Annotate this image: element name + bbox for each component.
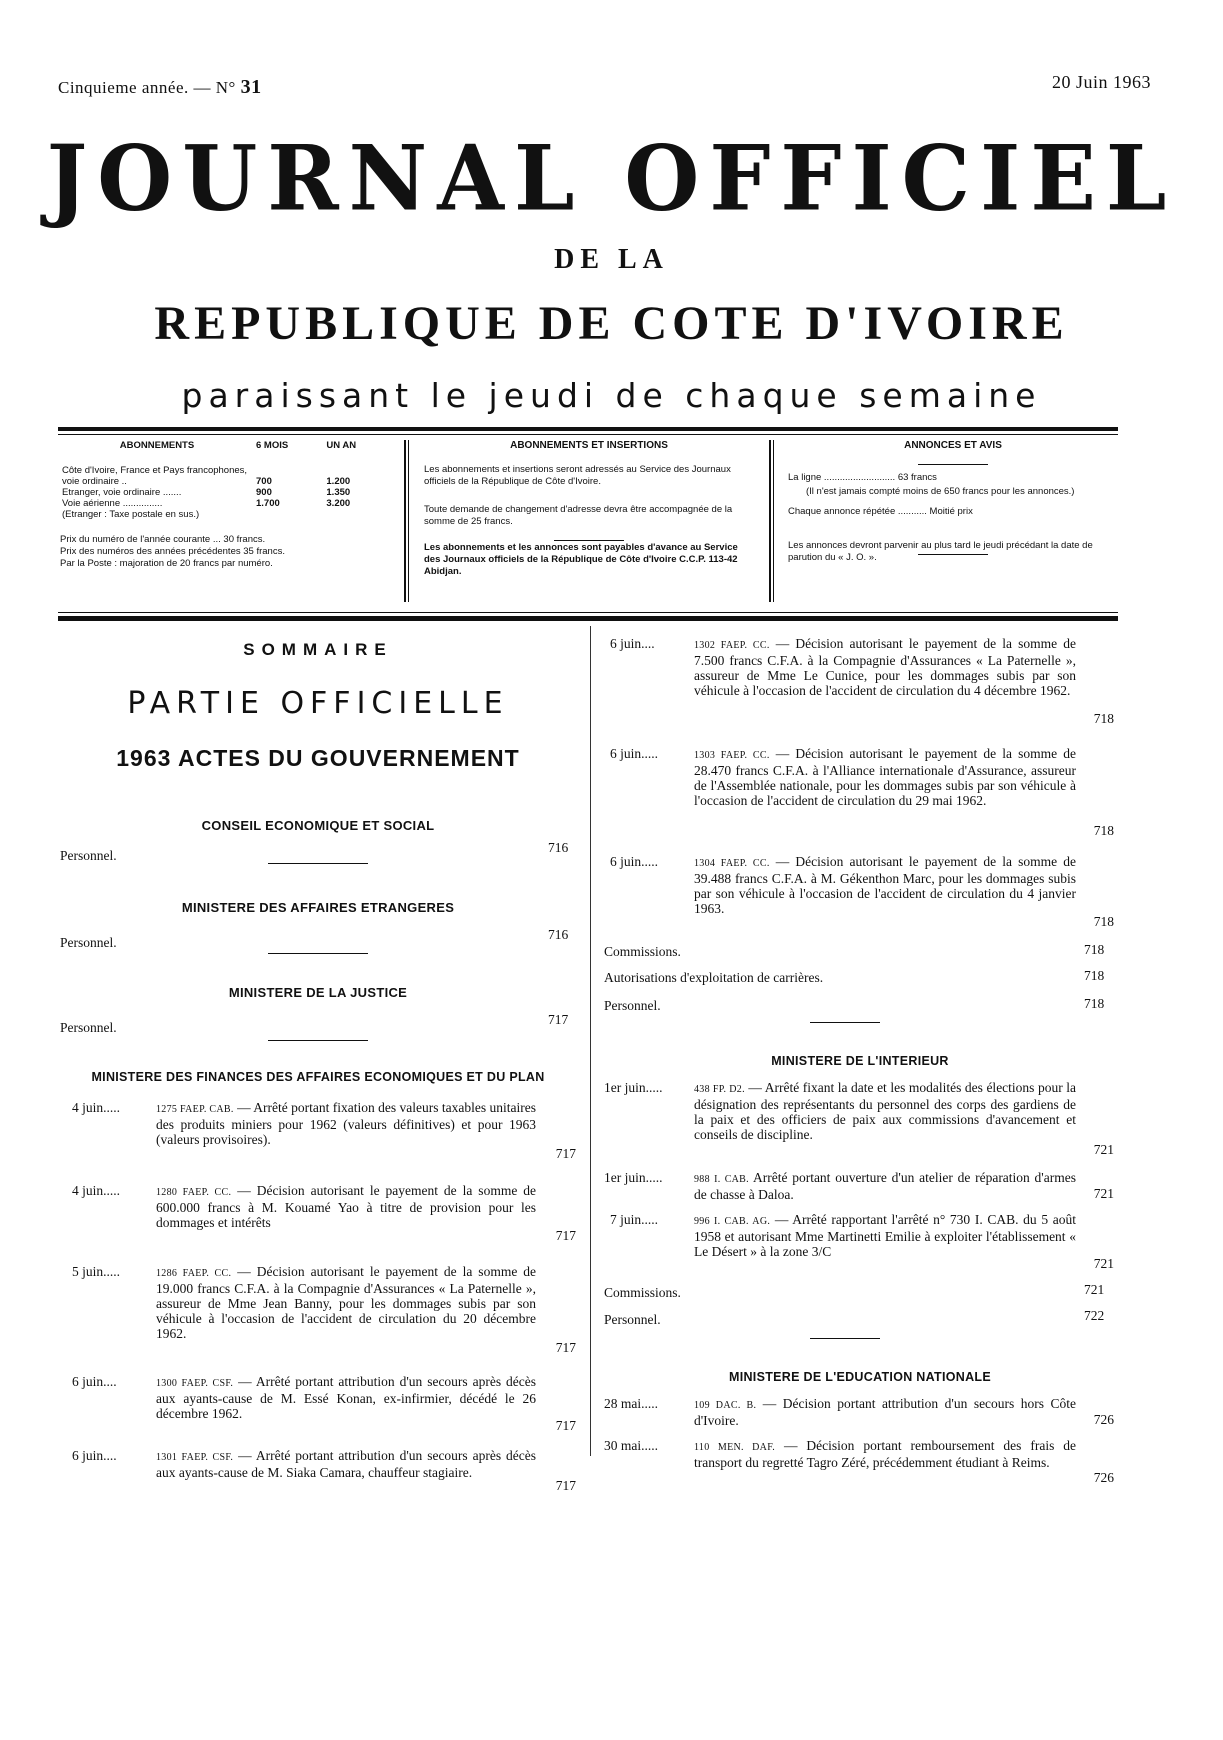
personnel-page: 718 — [1084, 996, 1105, 1011]
entry-body: — Arrêté fixant la date et les modalités des élections pour la désignation des représentants du personnel des corps des gardiens de la paix et des officiers de paix aux commissions d'avancement et conseils de discipline. — [694, 1080, 1076, 1142]
commissions-page: 721 — [1084, 1282, 1105, 1297]
row-6-mois: 900 — [256, 487, 272, 498]
column-divider — [590, 626, 591, 1456]
mj-page: 717 — [548, 1012, 569, 1027]
entry-body: — Décision portant attribution d'un secours hors Côte d'Ivoire. — [694, 1396, 1077, 1428]
section-education: MINISTERE DE L'EDUCATION NATIONALE — [728, 1370, 991, 1384]
entry-text — [156, 1183, 536, 1230]
issue-number: 31 — [240, 76, 262, 98]
ces-personnel: Personnel. — [60, 848, 117, 863]
entry-date: 28 mai..... — [604, 1396, 658, 1411]
section-mj: MINISTERE DE LA JUSTICE — [228, 985, 408, 1000]
entry-page: 717 — [555, 1340, 576, 1355]
minimum-note: (Il n'est jamais compté moins de 650 francs pour les annonces.) — [806, 486, 1075, 497]
price-previous: Prix des numéros des années précédentes 35 francs. — [60, 546, 285, 557]
box-divider — [404, 440, 406, 602]
divider — [810, 1022, 880, 1023]
list-item — [604, 854, 1124, 939]
mae-page: 716 — [548, 927, 569, 942]
insertions-head: ABONNEMENTS ET INSERTIONS — [510, 440, 668, 451]
edition-label: Cinquieme année. — N° — [58, 78, 241, 97]
mj-personnel: Personnel. — [60, 1020, 117, 1035]
entry-body: — Décision autorisant le payement de la somme de 28.470 francs C.F.A. à l'Alliance internationale d'Assurance, assureur de l'Assemblée nationale, pour les dommages subis par son véhicule à l'occasion de l'accident de circulation du 29 mai 1962. — [694, 746, 1076, 808]
row-label: (Etranger : Taxe postale en sus.) — [62, 509, 200, 520]
divider — [268, 953, 368, 954]
section-mf: MINISTERE DES FINANCES DES AFFAIRES ECONOMIQUES ET DU PLAN — [91, 1070, 545, 1084]
entry-body: Arrêté portant ouverture d'un atelier de réparation d'armes de chasse à Daloa. — [694, 1170, 1076, 1202]
subscriptions-table — [60, 440, 390, 520]
insertions-p3: Les abonnements et les annonces sont payables d'avance au Service des Journaux officiels de la République de Côte d'Ivoire C.C.P. 113-42 Abidjan. — [424, 542, 738, 577]
insertions-box — [424, 440, 754, 602]
list-item — [604, 1438, 1124, 1488]
sommaire-title: SOMMAIRE — [243, 640, 393, 659]
subscriptions-head: ABONNEMENTS — [119, 440, 195, 451]
entry-ref: 1301 FAEP. CSF. — [156, 1452, 234, 1463]
entry-ref: 110 MEN. DAF. — [694, 1442, 776, 1453]
list-item — [604, 636, 1124, 736]
row-un-an: 1.200 — [326, 476, 351, 487]
personnel-item: Personnel. — [604, 1312, 661, 1327]
table-row — [60, 487, 390, 498]
entry-page: 718 — [1093, 823, 1114, 838]
box-divider — [773, 440, 774, 602]
entry-page: 717 — [555, 1146, 576, 1161]
entry-page: 718 — [1093, 914, 1114, 929]
carrieres-item: Autorisations d'exploitation de carrières. — [604, 970, 824, 985]
entry-text — [694, 1396, 1076, 1428]
personnel-page: 722 — [1084, 1308, 1105, 1323]
divider — [554, 540, 624, 541]
entry-date: 6 juin.... — [72, 1374, 117, 1389]
journal-title: JOURNAL OFFICIEL — [46, 125, 1177, 232]
entry-page: 717 — [555, 1228, 576, 1243]
entry-date: 6 juin.... — [610, 636, 655, 651]
issue-date: 20 Juin 1963 — [1051, 72, 1151, 92]
entry-ref: 988 I. CAB. — [694, 1174, 749, 1185]
announcements-head: ANNONCES ET AVIS — [904, 440, 1002, 451]
commissions-item: Commissions. — [604, 944, 681, 959]
line-price: La ligne ........................... 63 francs — [788, 472, 937, 483]
entry-body: — Décision portant remboursement des frais de transport du regretté Tagro Zéré, précédemment étudiant à Reims. — [694, 1438, 1076, 1470]
entry-text — [694, 746, 1076, 808]
table-row — [60, 509, 390, 520]
divider — [918, 554, 988, 555]
masthead-rule-thin — [58, 434, 1118, 435]
repeat-price: Chaque annonce répétée ........... Moitié prix — [788, 506, 973, 517]
entry-page: 718 — [1093, 711, 1114, 726]
personnel-item: Personnel. — [604, 998, 661, 1013]
section-ces: CONSEIL ECONOMIQUE ET SOCIAL — [201, 818, 435, 833]
entry-ref: 1286 FAEP. CC. — [156, 1268, 232, 1279]
list-item — [60, 1100, 580, 1180]
box-divider — [408, 440, 409, 602]
price-post: Par la Poste : majoration de 20 francs par numéro. — [60, 558, 273, 569]
list-item — [604, 1170, 1124, 1210]
row-6-mois: 700 — [256, 476, 272, 487]
entry-body: — Décision autorisant le payement de la somme de 7.500 francs C.F.A. à la Compagnie d'Assurances « La Paternelle », assureur de Mme Le Cunice, pour les dommages subis par son véhicule à l'occasion de l'accident de circulation du 4 décembre 1962. — [694, 636, 1076, 698]
list-item — [60, 1183, 580, 1263]
entry-page: 721 — [1093, 1256, 1114, 1271]
entry-page: 717 — [555, 1478, 576, 1493]
entry-body: — Décision autorisant le payement de la somme de 39.488 francs C.F.A. à M. Gékenthon Marc, pour les dommages subis par son véhicule à l'occasion de l'accident de circulation du 4 janvier 1963. — [694, 854, 1076, 916]
masthead-rule — [58, 427, 1118, 431]
entry-text — [694, 1170, 1076, 1202]
entry-body: — Arrêté portant attribution d'un secours après décès aux ayants-cause de M. Essé Konan, ex-infirmier, décédé le 26 décembre 1962. — [156, 1374, 537, 1421]
row-un-an: 3.200 — [326, 498, 351, 509]
entry-date: 4 juin..... — [72, 1100, 121, 1115]
box-rule-thin — [58, 612, 1118, 613]
entry-date: 4 juin..... — [72, 1183, 121, 1198]
row-label: Côte d'Ivoire, France et Pays francophones, voie ordinaire .. — [62, 465, 248, 487]
republic-title: REPUBLIQUE DE COTE D'IVOIRE — [154, 297, 1069, 350]
entry-date: 1er juin..... — [604, 1170, 663, 1185]
entry-body: — Décision autorisant le payement de la somme de 19.000 francs C.F.A. à la Compagnie d'Assurances « La Paternelle », assureur de Mme Jean Banny, pour les dommages subis par son véhicule à l'occasion de l'accident de circulation du 20 décembre 1962. — [156, 1264, 536, 1341]
entry-date: 30 mai..... — [604, 1438, 658, 1453]
entry-page: 721 — [1093, 1142, 1114, 1157]
entry-text — [156, 1448, 536, 1480]
entry-page: 726 — [1093, 1470, 1114, 1485]
entry-date: 5 juin..... — [72, 1264, 121, 1279]
entry-text — [694, 1212, 1076, 1259]
mae-personnel: Personnel. — [60, 935, 117, 950]
entry-ref: 1275 FAEP. CAB. — [156, 1104, 234, 1115]
entry-ref: 1302 FAEP. CC. — [694, 640, 770, 651]
entry-date: 1er juin..... — [604, 1080, 663, 1095]
row-6-mois: 1.700 — [256, 498, 280, 509]
deadline-note: Les annonces devront parvenir au plus tard le jeudi précédant la date de parution du « J. O. ». — [788, 540, 1093, 563]
entry-date: 6 juin..... — [610, 746, 659, 761]
entry-ref: 1304 FAEP. CC. — [694, 858, 770, 869]
carrieres-page: 718 — [1084, 968, 1105, 983]
divider — [810, 1338, 880, 1339]
entry-text — [156, 1100, 536, 1147]
divider — [268, 1040, 368, 1041]
entry-page: 726 — [1093, 1412, 1114, 1427]
entry-ref: 1280 FAEP. CC. — [156, 1187, 232, 1198]
entry-date: 7 juin..... — [610, 1212, 659, 1227]
entry-text — [694, 1080, 1076, 1142]
divider — [268, 863, 368, 864]
actes-title: 1963 ACTES DU GOUVERNEMENT — [116, 745, 520, 771]
entry-text — [156, 1264, 536, 1341]
col-un-an: UN AN — [326, 440, 357, 451]
row-label: Voie aérienne ............... — [62, 498, 163, 509]
subscriptions-box — [60, 440, 390, 602]
entry-ref: 109 DAC. B. — [694, 1400, 757, 1411]
publication-frequency: paraissant le jeudi de chaque semaine — [181, 376, 1042, 415]
entry-ref: 996 I. CAB. AG. — [694, 1216, 771, 1227]
commissions-page: 718 — [1084, 942, 1105, 957]
entry-ref: 1303 FAEP. CC. — [694, 750, 770, 761]
entry-date: 6 juin.... — [72, 1448, 117, 1463]
entry-body: — Arrêté portant fixation des valeurs taxables unitaires des produits miniers pour 1962 (valeurs définitives) et pour 1963 (valeurs provisoires). — [156, 1100, 537, 1147]
row-un-an: 1.350 — [326, 487, 351, 498]
de-la: DE LA — [554, 244, 669, 275]
entry-body: — Arrêté portant attribution d'un secours après décès aux ayants-cause de M. Siaka Camara, chauffeur stagiaire. — [156, 1448, 537, 1480]
entry-date: 6 juin..... — [610, 854, 659, 869]
entry-text — [156, 1374, 536, 1421]
entry-page: 721 — [1093, 1186, 1114, 1201]
table-row — [60, 498, 390, 509]
section-interieur: MINISTERE DE L'INTERIEUR — [771, 1054, 949, 1068]
entry-page: 717 — [555, 1418, 576, 1433]
table-row — [60, 465, 390, 487]
list-item — [604, 1080, 1124, 1165]
price-current: Prix du numéro de l'année courante ... 30 francs. — [60, 534, 266, 545]
edition-line — [58, 76, 262, 99]
col-6-mois: 6 MOIS — [256, 440, 289, 451]
partie-officielle: PARTIE OFFICIELLE — [127, 686, 509, 721]
list-item — [604, 1212, 1124, 1272]
entry-ref: 1300 FAEP. CSF. — [156, 1378, 234, 1389]
row-label: Etranger, voie ordinaire ....... — [62, 487, 182, 498]
price-notes — [60, 534, 390, 570]
entry-ref: 438 FP. D2. — [694, 1084, 745, 1095]
entry-body: — Arrêté rapportant l'arrêté n° 730 I. CAB. du 5 août 1958 et autorisant Mme Martinetti Emilie à exploiter l'établissement « Le Désert » à la zone 3/C — [694, 1212, 1076, 1259]
entry-text — [694, 854, 1076, 916]
entry-body: — Décision autorisant le payement de la somme de 600.000 francs à M. Kouamé Yao à titre de provision pour les dommages et intérêts — [156, 1183, 536, 1230]
insertions-p2: Toute demande de changement d'adresse devra être accompagnée de la somme de 25 francs. — [424, 504, 733, 527]
entry-text — [694, 636, 1076, 698]
insertions-p1: Les abonnements et insertions seront adressés au Service des Journaux officiels de la République de Côte d'Ivoire. — [424, 464, 731, 487]
announcements-box — [788, 440, 1118, 602]
section-mae: MINISTERE DES AFFAIRES ETRANGERES — [181, 900, 455, 915]
divider — [918, 464, 988, 465]
ces-page: 716 — [548, 840, 569, 855]
box-rule — [58, 616, 1118, 621]
list-item — [60, 1264, 580, 1374]
list-item — [604, 746, 1124, 846]
box-divider — [769, 440, 771, 602]
commissions-item: Commissions. — [604, 1285, 681, 1300]
list-item — [60, 1374, 580, 1444]
list-item — [604, 1396, 1124, 1436]
entry-text — [694, 1438, 1076, 1470]
list-item — [60, 1448, 580, 1498]
